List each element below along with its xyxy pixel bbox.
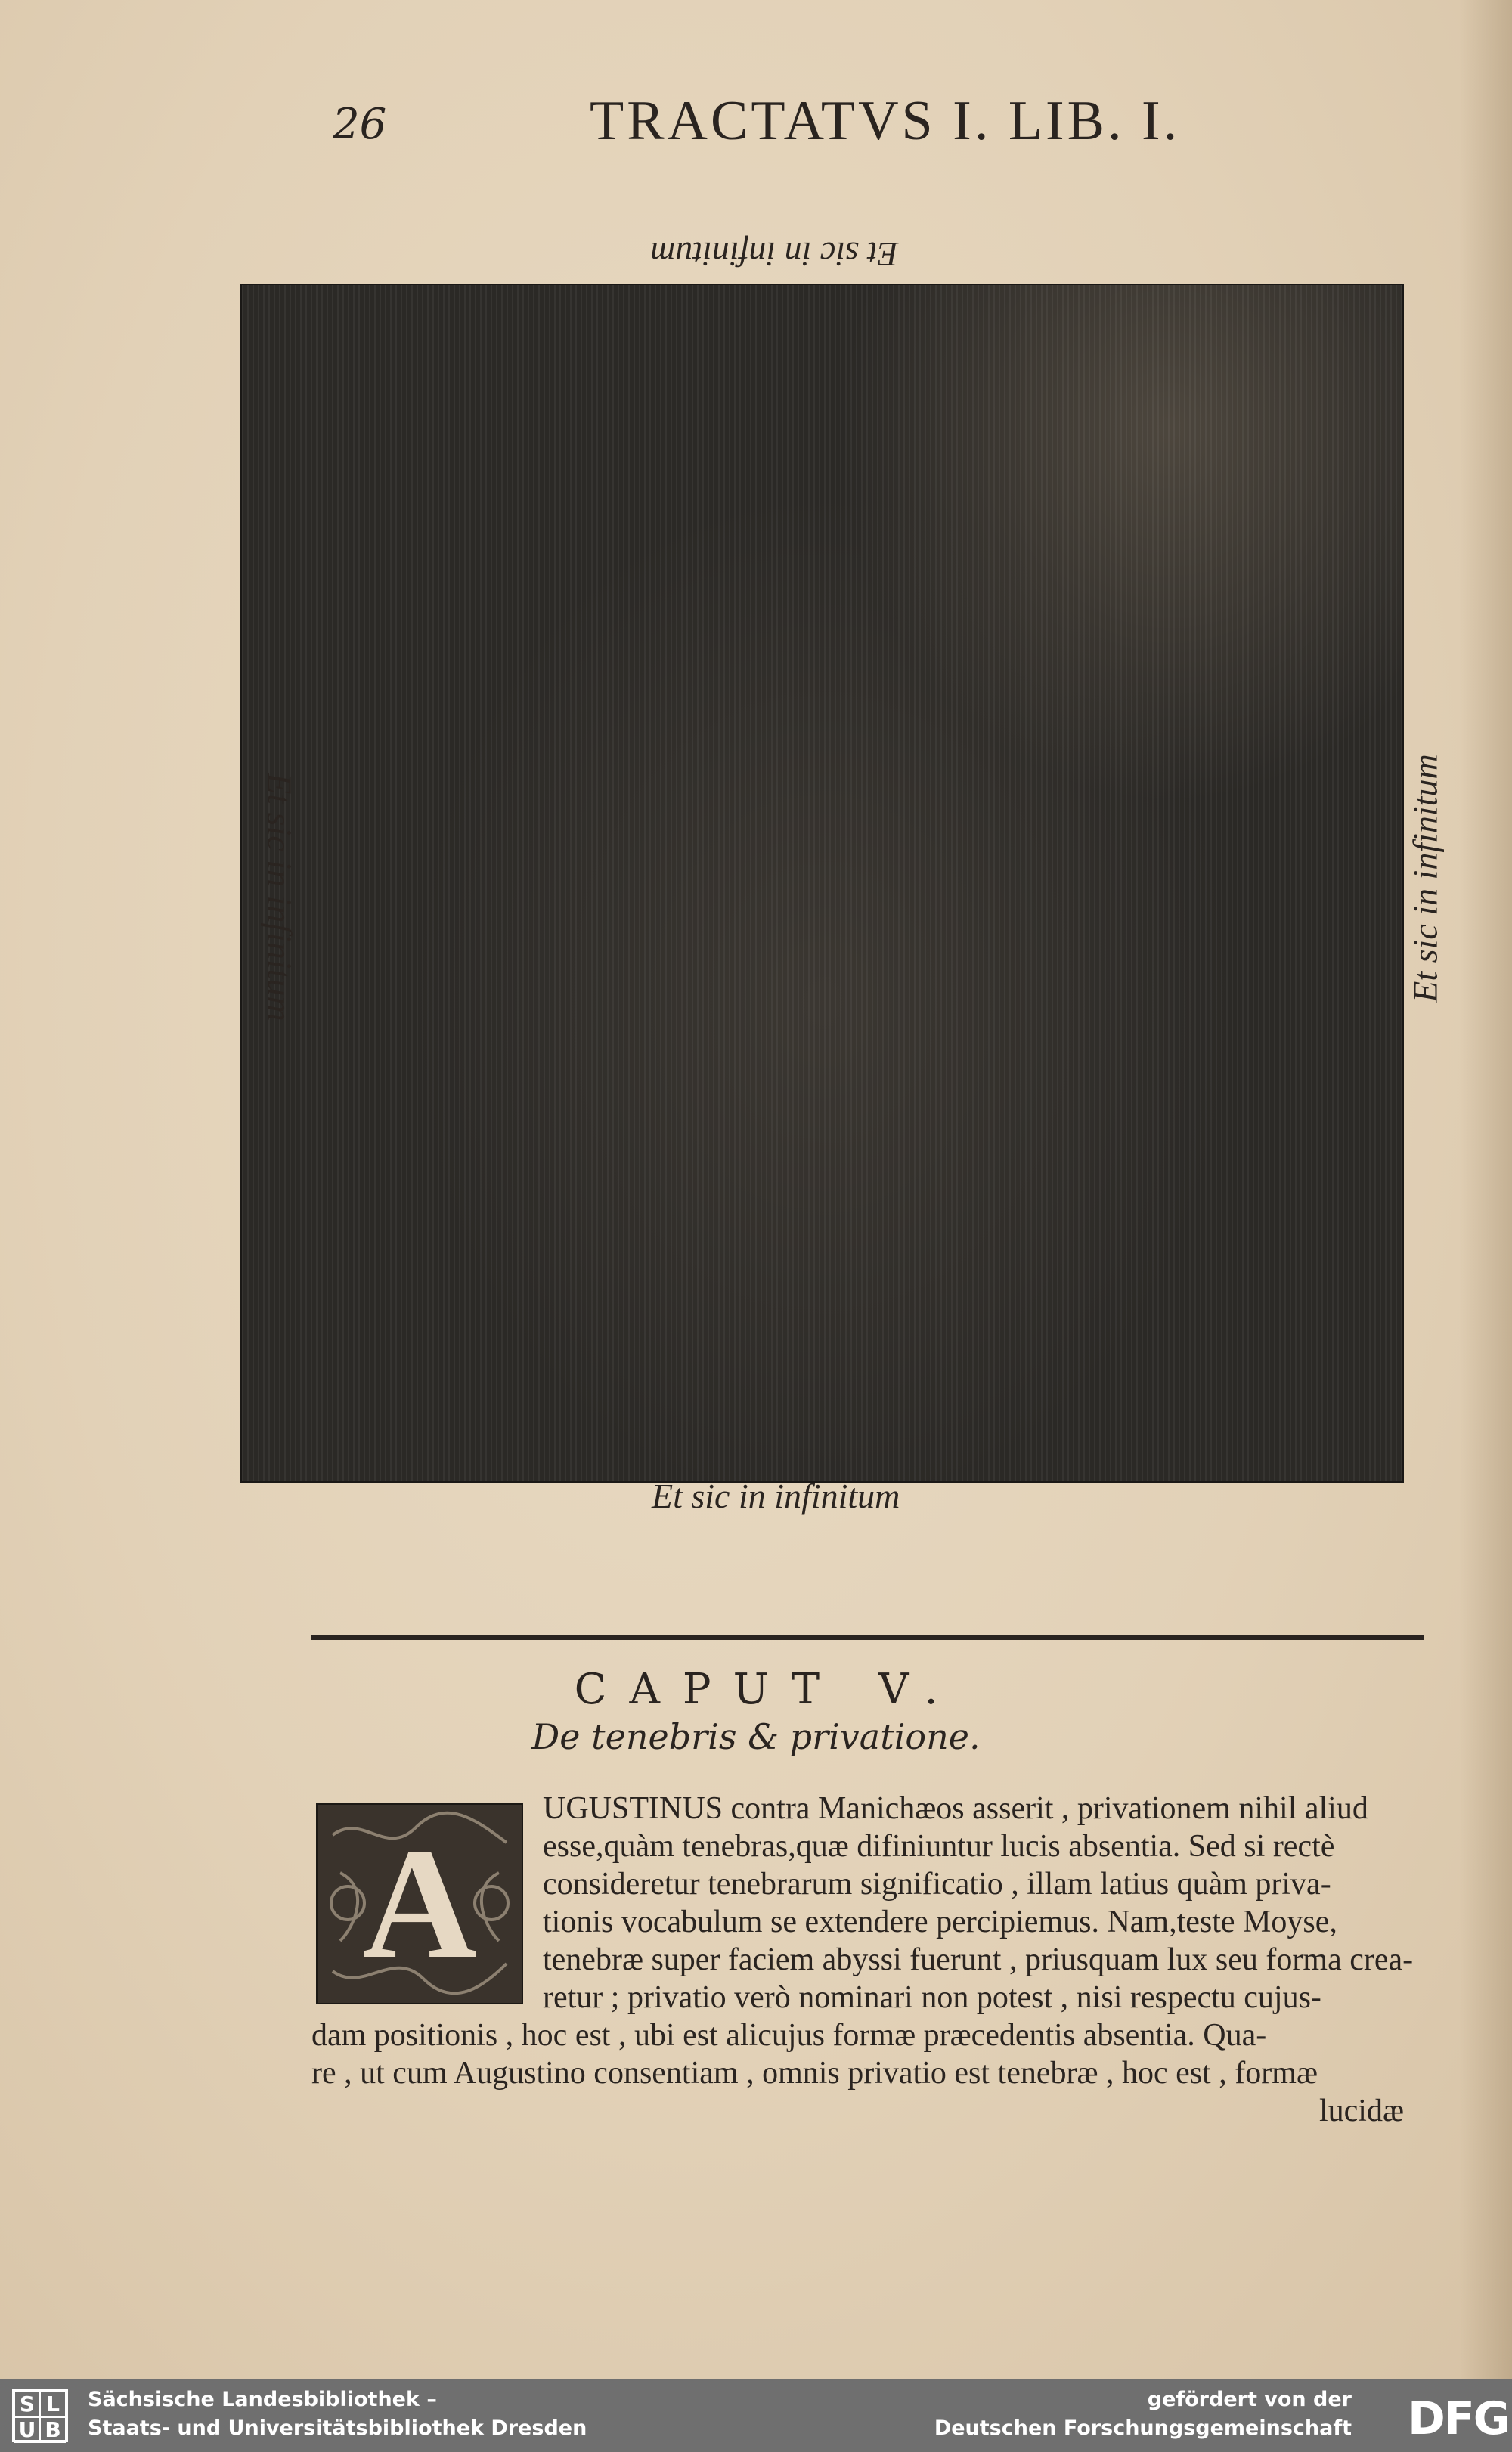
chapter-subtitle: De tenebris & privatione.	[531, 1716, 981, 1757]
library-name-line1: Sächsische Landesbibliothek –	[88, 2388, 437, 2411]
digitization-footer	[0, 2379, 1512, 2452]
funder-line1: gefördert von der	[1147, 2388, 1352, 2411]
body-line: tenebræ super faciem abyssi fuerunt , priusquam lux seu forma crea-	[543, 1942, 1414, 1977]
running-head: TRACTATVS I. LIB. I.	[590, 90, 1181, 152]
slub-logo-letter: S	[14, 2392, 40, 2417]
slub-logo	[12, 2389, 68, 2442]
library-name-line2: Staats- und Universitätsbibliothek Dresden	[88, 2416, 587, 2440]
page-edge-shadow	[1459, 0, 1512, 2379]
funder-line2: Deutschen Forschungsgemeinschaft	[934, 2416, 1352, 2440]
decorated-initial	[316, 1803, 523, 2004]
body-line: dam positionis , hoc est , ubi est alicujus formæ præcedentis absentia. Qua-	[311, 2018, 1267, 2053]
figure-caption-right: Et sic in infinitum	[1405, 754, 1445, 1003]
dark-square-engraving	[240, 284, 1404, 1483]
dfg-logo: DFG	[1408, 2392, 1510, 2445]
body-line: consideretur tenebrarum significatio , illam latius quàm priva-	[543, 1867, 1331, 1902]
body-line: esse,quàm tenebras,quæ difiniuntur lucis absentia. Sed si rectè	[543, 1829, 1335, 1864]
figure-caption-top: Et sic in infinitum	[650, 235, 899, 274]
chapter-title: CAPUT V.	[574, 1665, 961, 1714]
body-line: UGUSTINUS contra Manichæos asserit , privationem nihil aliud	[543, 1791, 1368, 1826]
section-rule	[311, 1635, 1424, 1640]
slub-logo-letter: B	[40, 2417, 66, 2443]
figure-caption-left: Et sic in infinitum	[260, 773, 299, 1021]
body-line: tionis vocabulum se extendere percipiemus. Nam,teste Moyse,	[543, 1905, 1337, 1939]
body-line: re , ut cum Augustino consentiam , omnis privatio est tenebræ , hoc est , formæ	[311, 2056, 1318, 2091]
slub-logo-letter: L	[40, 2392, 66, 2417]
initial-letter: A	[362, 1816, 477, 1992]
body-line: retur ; privatio verò nominari non potest , nisi respectu cujus-	[543, 1980, 1321, 2015]
page-number: 26	[333, 100, 387, 149]
slub-logo-letter: U	[14, 2417, 40, 2443]
catchword: lucidæ	[1319, 2094, 1404, 2128]
figure-caption-bottom: Et sic in infinitum	[652, 1477, 900, 1515]
